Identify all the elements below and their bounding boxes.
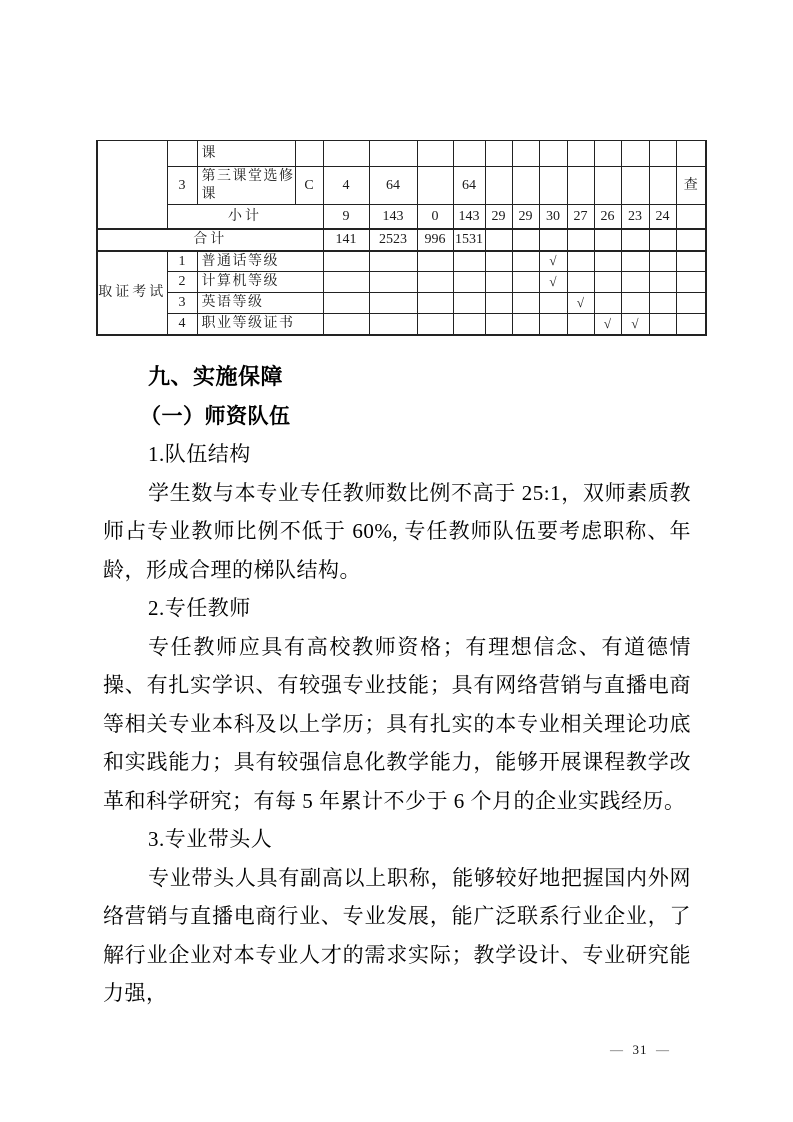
data-cell: [323, 251, 369, 272]
data-cell: [539, 293, 567, 314]
data-cell: 2523: [369, 229, 417, 251]
data-cell: [567, 251, 594, 272]
data-cell: [649, 314, 676, 335]
data-cell: [323, 272, 369, 293]
data-cell: [369, 251, 417, 272]
data-cell: [567, 272, 594, 293]
data-cell: [621, 141, 649, 167]
data-cell: [369, 314, 417, 335]
subsection-heading: （一）师资队伍: [140, 403, 291, 428]
data-cell: [649, 141, 676, 167]
data-cell: [594, 293, 621, 314]
data-cell: [453, 293, 485, 314]
data-cell: [676, 205, 706, 229]
data-cell: [417, 141, 453, 167]
data-cell: [417, 251, 453, 272]
data-cell: [676, 141, 706, 167]
data-cell: [453, 141, 485, 167]
data-cell: [621, 251, 649, 272]
data-cell: [594, 251, 621, 272]
paragraph-1: 学生数与本专业专任教师数比例不高于 25:1，双师素质教师占专业教师比例不低于 60%, 专任教师队伍要考虑职称、年龄，形成合理的梯队结构。: [103, 480, 691, 582]
data-cell: [621, 167, 649, 205]
subtotal-label-cell: 小计: [167, 205, 323, 229]
data-cell: [485, 293, 512, 314]
data-cell: [369, 141, 417, 167]
type-cell: [295, 141, 323, 167]
table-row: [97, 167, 706, 205]
footer-left-dash: —: [610, 1042, 624, 1057]
footer-right-dash: —: [656, 1042, 670, 1057]
data-cell: [369, 272, 417, 293]
data-cell: [485, 272, 512, 293]
course-name-cell: 第三课堂选修课: [197, 167, 295, 205]
data-cell: [567, 314, 594, 335]
course-name-cell: 课: [197, 141, 295, 167]
data-cell: 26: [594, 205, 621, 229]
cert-name-cell: 普通话等级: [197, 251, 323, 272]
check-cell: √: [594, 314, 621, 335]
data-cell: [453, 251, 485, 272]
data-cell: [594, 141, 621, 167]
data-cell: [649, 251, 676, 272]
data-cell: [676, 293, 706, 314]
data-cell: [453, 314, 485, 335]
table-row: [97, 272, 706, 293]
paragraph-2: 专任教师应具有高校教师资格；有理想信念、有道德情操、有扎实学识、有较强专业技能；具有网络营销与直播电商等相关专业本科及以上学历；具有扎实的本专业相关理论功底和实践能力；具有较强信息化教学能力，能够开展课程教学改革和科学研究；有每 5 年累计不少于 6 个月的企业实践经历。: [103, 634, 691, 813]
check-cell: √: [621, 314, 649, 335]
data-cell: [649, 167, 676, 205]
table-row: [97, 251, 706, 272]
data-cell: [594, 167, 621, 205]
data-cell: [539, 229, 567, 251]
seq-cell: 1: [167, 251, 197, 272]
data-cell: [567, 141, 594, 167]
data-cell: [417, 167, 453, 205]
data-cell: 23: [621, 205, 649, 229]
data-cell: [676, 314, 706, 335]
data-cell: [485, 167, 512, 205]
data-cell: [417, 272, 453, 293]
data-cell: [512, 141, 539, 167]
paragraph-3: 专业带头人具有副高以上职称，能够较好地把握国内外网络营销与直播电商行业、专业发展，能广泛联系行业企业，了解行业企业对本专业人才的需求实际；教学设计、专业研究能力强，: [103, 865, 691, 1005]
seq-cell: 4: [167, 314, 197, 335]
cert-name-cell: 计算机等级: [197, 272, 323, 293]
table-row: [97, 141, 706, 167]
data-cell: [567, 167, 594, 205]
data-cell: 143: [369, 205, 417, 229]
data-cell: [323, 141, 369, 167]
item-title-1: 1.队伍结构: [148, 442, 251, 466]
group-cell-empty: [97, 141, 167, 229]
data-cell: [594, 272, 621, 293]
section-heading: 九、实施保障: [148, 364, 284, 389]
data-cell: [649, 229, 676, 251]
data-cell: [594, 229, 621, 251]
data-cell: [676, 251, 706, 272]
seq-cell: 2: [167, 272, 197, 293]
page-number-footer: [570, 1042, 710, 1058]
body-content: [103, 358, 691, 1013]
data-cell: [539, 141, 567, 167]
data-cell: 24: [649, 205, 676, 229]
data-cell: [621, 229, 649, 251]
data-cell: [512, 293, 539, 314]
total-label-cell: 合计: [97, 229, 323, 251]
curriculum-cert-table: [96, 140, 707, 336]
data-cell: [485, 314, 512, 335]
data-cell: [485, 229, 512, 251]
data-cell: [512, 251, 539, 272]
table-row: [97, 314, 706, 335]
seq-cell: 3: [167, 293, 197, 314]
data-cell: 27: [567, 205, 594, 229]
data-cell: [512, 167, 539, 205]
check-cell: √: [539, 272, 567, 293]
data-cell: [567, 229, 594, 251]
data-cell: 9: [323, 205, 369, 229]
data-cell: [621, 293, 649, 314]
data-cell: 143: [453, 205, 485, 229]
check-cell: √: [539, 251, 567, 272]
data-cell: 1531: [453, 229, 485, 251]
data-cell: 29: [485, 205, 512, 229]
data-cell: 0: [417, 205, 453, 229]
page-number: 31: [632, 1042, 648, 1057]
data-cell: 64: [453, 167, 485, 205]
table-row: [97, 205, 706, 229]
data-cell: [512, 229, 539, 251]
data-cell: [417, 314, 453, 335]
data-cell: [649, 293, 676, 314]
data-cell: [323, 314, 369, 335]
table-row: [97, 229, 706, 251]
table-row: [97, 293, 706, 314]
data-cell: [369, 293, 417, 314]
data-cell: 30: [539, 205, 567, 229]
data-cell: [512, 272, 539, 293]
data-cell: [539, 167, 567, 205]
cert-name-cell: 英语等级: [197, 293, 323, 314]
seq-cell: [167, 141, 197, 167]
cert-name-cell: 职业等级证书: [197, 314, 323, 335]
data-cell: 查: [676, 167, 706, 205]
data-cell: [323, 293, 369, 314]
data-cell: [417, 293, 453, 314]
check-cell: √: [567, 293, 594, 314]
cert-group-label-cell: 取证考试: [97, 251, 167, 335]
data-cell: 4: [323, 167, 369, 205]
data-cell: [485, 251, 512, 272]
data-cell: [453, 272, 485, 293]
data-cell: 141: [323, 229, 369, 251]
item-title-3: 3.专业带头人: [148, 827, 273, 851]
data-cell: 996: [417, 229, 453, 251]
data-cell: [539, 314, 567, 335]
data-cell: [676, 229, 706, 251]
data-cell: 64: [369, 167, 417, 205]
type-cell: C: [295, 167, 323, 205]
data-cell: [485, 141, 512, 167]
item-title-2: 2.专任教师: [148, 596, 251, 620]
data-cell: [676, 272, 706, 293]
data-cell: 29: [512, 205, 539, 229]
data-cell: [649, 272, 676, 293]
data-cell: [512, 314, 539, 335]
seq-cell: 3: [167, 167, 197, 205]
data-cell: [621, 272, 649, 293]
